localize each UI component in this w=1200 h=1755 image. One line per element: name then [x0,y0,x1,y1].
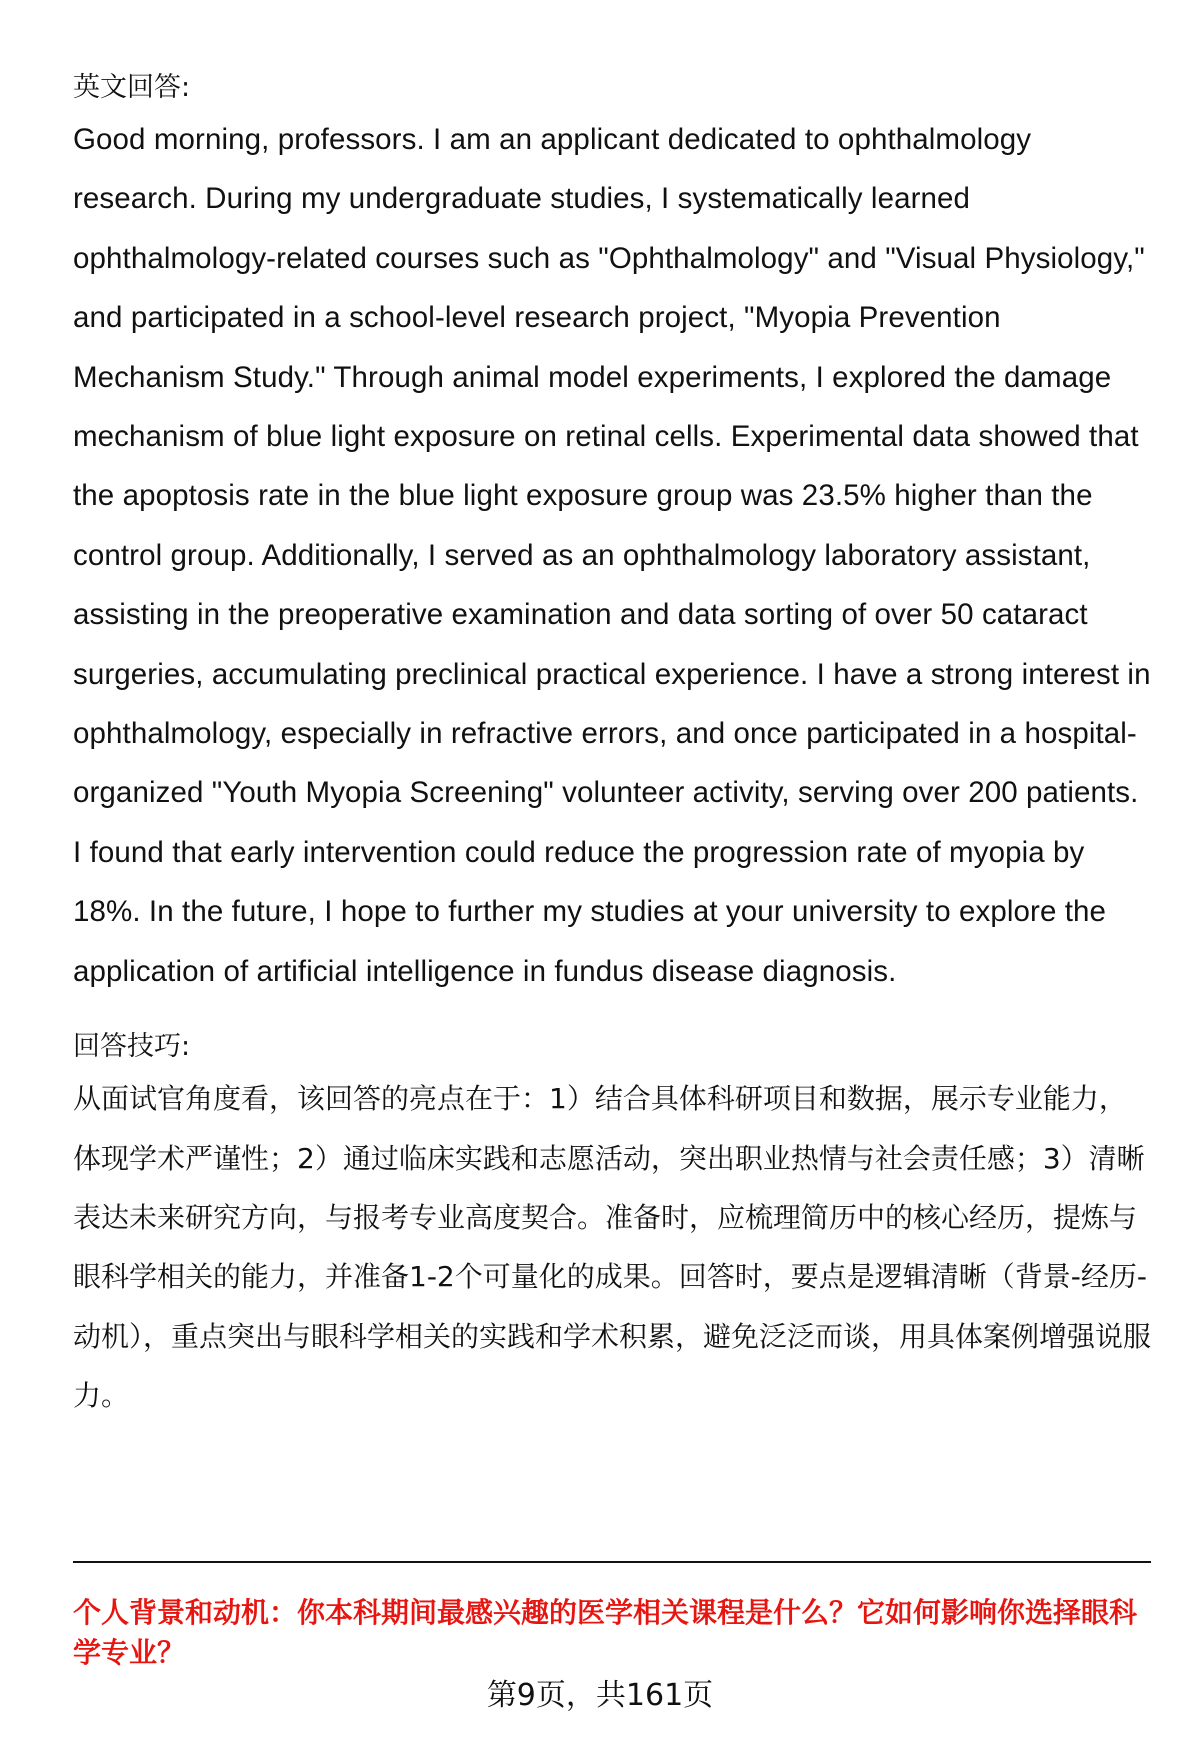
page-number: 第9页，共161页 [486,1678,714,1713]
tips-text: 从面试官角度看，该回答的亮点在于：1）结合具体科研项目和数据，展示专业能力，体现学术严谨性；2）通过临床实践和志愿活动，突出职业热情与社会责任感；3）清晰表达未来研究方向，与报考专业高度契合。准备时，应梳理简历中的核心经历，提炼与眼科学相关的能力，并准备1-2个可量化的成果。回答时，要点是逻辑清晰（背景-经历-动机），重点突出与眼科学相关的实践和学术积累，避免泛泛而谈，用具体案例增强说服力。 [73,1082,1152,1413]
answer-text: Good morning, professors. I am an applicant dedicated to ophthalmology research. During my undergraduate studies, I systematically learned ophthalmology-related courses such as "Ophthalmology" and "Visual Physiology," and participated in a school-level research project, "Myopia Prevention Mechanism Study." Through animal model experiments, I explored the damage mechanism of blue light exposure on retinal cells. Experimental data showed that the apoptosis rate in the blue light exposure group was 23.5% higher than the control group. Additionally, I served as an ophthalmology laboratory assistant, assisting in the preoperative examination and data sorting of over 50 cataract surgeries, accumulating preclinical practical experience. I have a strong interest in ophthalmology, especially in refractive errors, and once participated in a hospital-organized "Youth Myopia Screening" volunteer activity, serving over 200 patients. I found that early intervention could reduce the progression rate of myopia by 18%. In the future, I hope to further my studies at your university to explore the application of artificial intelligence in fundus disease diagnosis. [73,123,1151,988]
answer-label: 英文回答: [73,72,191,103]
tips-label: 回答技巧: [73,1031,191,1063]
section-divider [73,1561,1151,1563]
document-body [73,66,1153,1426]
next-question-heading: 个人背景和动机：你本科期间最感兴趣的医学相关课程是什么？它如何影响你选择眼科学专业？ [73,1596,1138,1669]
